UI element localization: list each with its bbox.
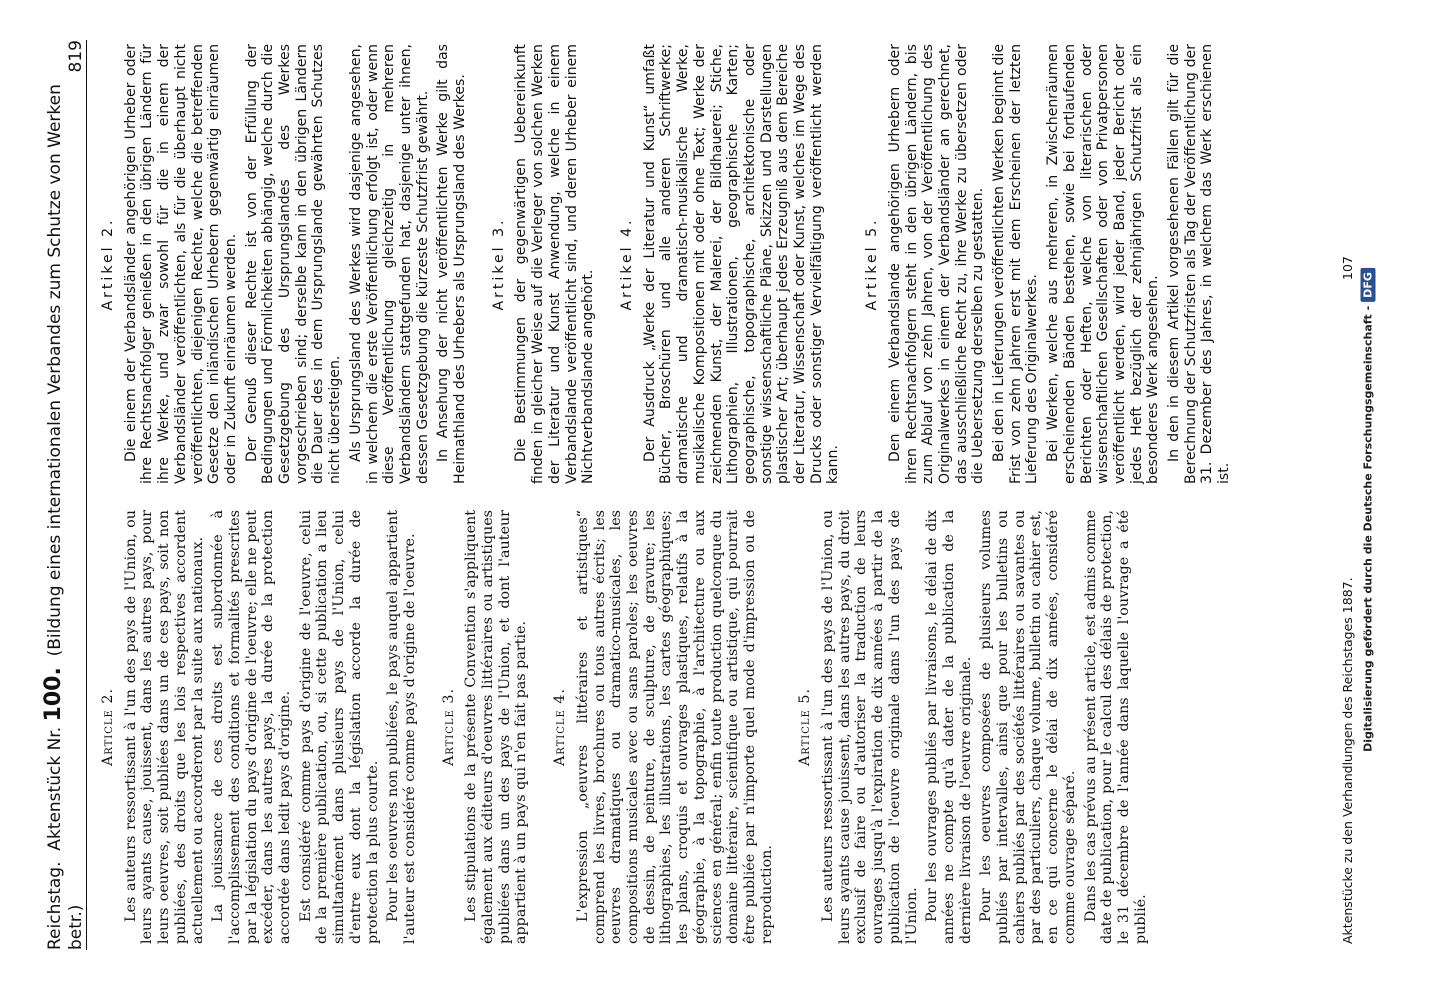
french-article-4-heading: Article 4. [552,687,569,767]
page-number: 819 [66,40,86,73]
german-article-4-heading: Artikel 4. [618,217,635,311]
french-article-5-para-1: Les auteurs ressortissant à l'un des pays de l'Union, ou leurs ayants cause jouissent, dans les autres pays, du droit exclusif de faire ou d'autoriser la traduction de leurs ouvrages jusqu'à l'expiration de dix années à partir de la publication de l'oeuvre originale dans l'un des pays de l'Union. [820,510,920,944]
french-article-5-heading: Article 5. [797,687,814,767]
german-article-2-heading: Artikel 2. [100,217,116,311]
german-article-5-heading: Artikel 5. [864,217,881,311]
german-article-5-para-4: In den in diesem Artikel vorgesehenen Fällen gilt für die Berechnung der Schutzfristen als Tag der Veröffentlichung der 31. Dezember des Jahres, in welchem das Werk erschienen ist. [1166,44,1233,484]
running-header [41,40,87,950]
french-article-2-para-1: Les auteurs ressortissant à l'un des pays de l'Union, ou leurs ayants cause, jouissent, dans les autres pays, pour leurs oeuvres, soit publiées dans un de ces pays, soit non publiées, des droits que les lois respectives accordent actuellement ou accorderont par la suite aux nationaux. [122,510,206,944]
french-article-5-para-3: Pour les oeuvres composées de plusieurs volumes publiés par intervalles, ainsi que pour les bulletins ou cahiers publiés par des sociétés littéraires ou savantes ou par des particuliers, chaque volume, bulletin ou cahier est, en ce qui concerne le délai de dix années, considéré comme ouvrage séparé. [978,510,1078,944]
dfg-watermark [1328,40,1408,980]
dfg-logo: DFG [1361,268,1376,302]
german-article-3-heading: Artikel 3. [490,217,507,311]
french-article-5-para-4: Dans les cas prévus au présent article, est admis comme date de publication, pour le calcul des délais de protection, le 31 décembre de l'année dans laquelle l'ouvrage a été publié. [1082,510,1149,944]
german-column [100,44,1237,484]
german-article-5-para-3: Bei Werken, welche aus mehreren, in Zwischenräumen erscheinenden Bänden bestehen, sowie bei fortlaufenden Berichten oder Heften, welche von literarischen oder wissenschaftlichen Gesellschaften oder von Privatpersonen veröffentlicht werden, wird jeder Band, jeder Bericht oder jedes Heft bezüglich der zehnjährigen Schutzfrist als ein besonderes Werk angesehen. [1045,44,1162,484]
french-column [100,510,1153,944]
french-article-2-para-3: Est considéré comme pays d'origine de l'oeuvre, celui de la première publication, ou, si cette publication a lieu simultanément dans plusieurs pays de l'Union, celui d'entre eux dont la législation accorde la durée de protection la plus courte. [297,510,381,944]
french-article-5-para-2: Pour les ouvrages publiés par livraisons, le délai de dix années ne compte qu'à dater de la publication de la dernière livraison de l'oeuvre originale. [924,510,974,944]
french-article-2-heading: Article 2. [100,687,116,767]
german-article-2-para-4: In Ansehung der nicht veröffentlichten Werke gilt das Heimathland des Urhebers als Ursprungsland des Werkes. [435,44,469,484]
header-number: 100. [41,667,66,722]
german-article-3-para-1: Die Bestimmungen der gegenwärtigen Uebereinkunft finden in gleicher Weise auf die Verleger von solchen Werken der Literatur und Kunst Anwendung, welche in einem Verbandslande veröffentlicht sind, und deren Urheber einem Nichtverbandslande angehört. [513,44,597,484]
french-article-2-para-4: Pour les oeuvres non publiées, le pays auquel appartient l'auteur est considéré comme pays d'origine de l'oeuvre. [385,510,418,944]
french-article-4-para-1: L'expression „oeuvres littéraires et artistiques“ comprend les livres, brochures ou tous autres écrits; les oeuvres dramatiques ou dramatico-musicales, les compositions musicales avec ou sans paroles; les oeuvres de dessin, de peinture, de sculpture, de gravure; les lithographies, les illustrations, les cartes géographiques; les plans, croquis et ouvrages plastiques, relatifs à la géographie, à la topographie, à l'architecture ou aux sciences en général; enfin toute production quelconque du domaine littéraire, scientifique ou artistique, qui pourrait être publiée par n'importe quel mode d'impression ou de reproduction. [574,510,775,944]
french-article-3-heading: Article 3. [440,687,457,767]
dfg-watermark-caption: Digitalisierung gefördert durch die Deutsche Forschungsgemeinschaft - [1361,305,1375,752]
header-reichstag: Reichstag. [45,861,65,950]
german-article-5-para-1: Den einem Verbandslande angehörigen Urhebern oder ihren Rechtsnachfolgern steht in den übrigen Ländern, bis zum Ablauf von zehn Jahren, von der Veröffentlichung des Originalwerkes in einem der Verbandsländer an gerechnet, das ausschließliche Recht zu, ihre Werke zu übersetzen oder die Uebersetzung derselben zu gestatten. [886,44,987,484]
french-article-2-para-2: La jouissance de ces droits est subordonnée à l'accomplissement des conditions et formalités prescrites par la législation du pays d'origine de l'oeuvre; elle ne peut excéder, dans les autres pays, la durée de la protection accordée dans ledit pays d'origine. [210,510,294,944]
german-article-4-para-1: Der Ausdruck „Werke der Literatur und Kunst“ umfaßt Bücher, Broschüren und alle anderen Schriftwerke; dramatische und dramatisch-musikalische Werke, musikalische Kompositionen mit oder ohne Text; Werke der zeichnenden Kunst, der Malerei, der Bildhauerei; Stiche, Lithographien, Illustrationen, geographische Karten; geographische, topographische, architektonische oder sonstige wissenschaftliche Pläne, Skizzen und Darstellungen plastischer Art; überhaupt jedes Erzeugniß aus dem Bereiche der Literatur, Wissenschaft oder Kunst, welches im Wege des Drucks oder sonstiger Vervielfältigung veröffentlicht werden kann. [641,44,842,484]
header-title: (Bildung eines internationalen Verbandes zum Schutze von Werken betr.) [45,84,86,950]
german-article-2-para-3: Als Ursprungsland des Werkes wird dasjenige angesehen, in welchem die erste Veröffentlichung erfolgt ist, oder wenn diese Veröffentlichung gleichzeitig in mehreren Verbandsländern stattgefunden hat, dasjenige unter ihnen, dessen Gesetzgebung die kürzeste Schutzfrist gewährt. [347,44,431,484]
header-left [41,72,86,950]
german-article-5-para-2: Bei den in Lieferungen veröffentlichten Werken beginnt die Frist von zehn Jahren erst mit dem Erscheinen der letzten Lieferung des Originalwerkes. [991,44,1041,484]
footer-source: Aktenstücke zu den Verhandlungen des Reichstages 1887. [1340,577,1355,944]
header-aktenstueck: Aktenstück Nr. [45,726,65,851]
dfg-watermark-text [1362,268,1375,752]
sheet-number: 107 [1340,256,1355,280]
german-article-2-para-1: Die einem der Verbandsländer angehörigen Urheber oder ihre Rechtsnachfolger genießen in den übrigen Ländern für ihre Werke, und zwar sowohl für die in einem der Verbandsländer veröffentlichten, als für die überhaupt nicht veröffentlichten, diejenigen Rechte, welche die betreffenden Gesetze den inländischen Urhebern gegenwärtig einräumen oder in Zukunft einräumen werden. [122,44,239,484]
french-article-3-para-1: Les stipulations de la présente Convention s'appliquent également aux éditeurs d'oeuvres littéraires ou artistiques publiées dans un des pays de l'Union, et dont l'auteur appartient à un pays qui n'en fait pas partie. [463,510,530,944]
german-article-2-para-2: Der Genuß dieser Rechte ist von der Erfüllung der Bedingungen und Förmlichkeiten abhängig, welche durch die Gesetzgebung des Ursprungslandes des Werkes vorgeschrieben sind; derselbe kann in den übrigen Ländern die Dauer des in dem Ursprungslande gewährten Schutzes nicht übersteigen. [243,44,344,484]
